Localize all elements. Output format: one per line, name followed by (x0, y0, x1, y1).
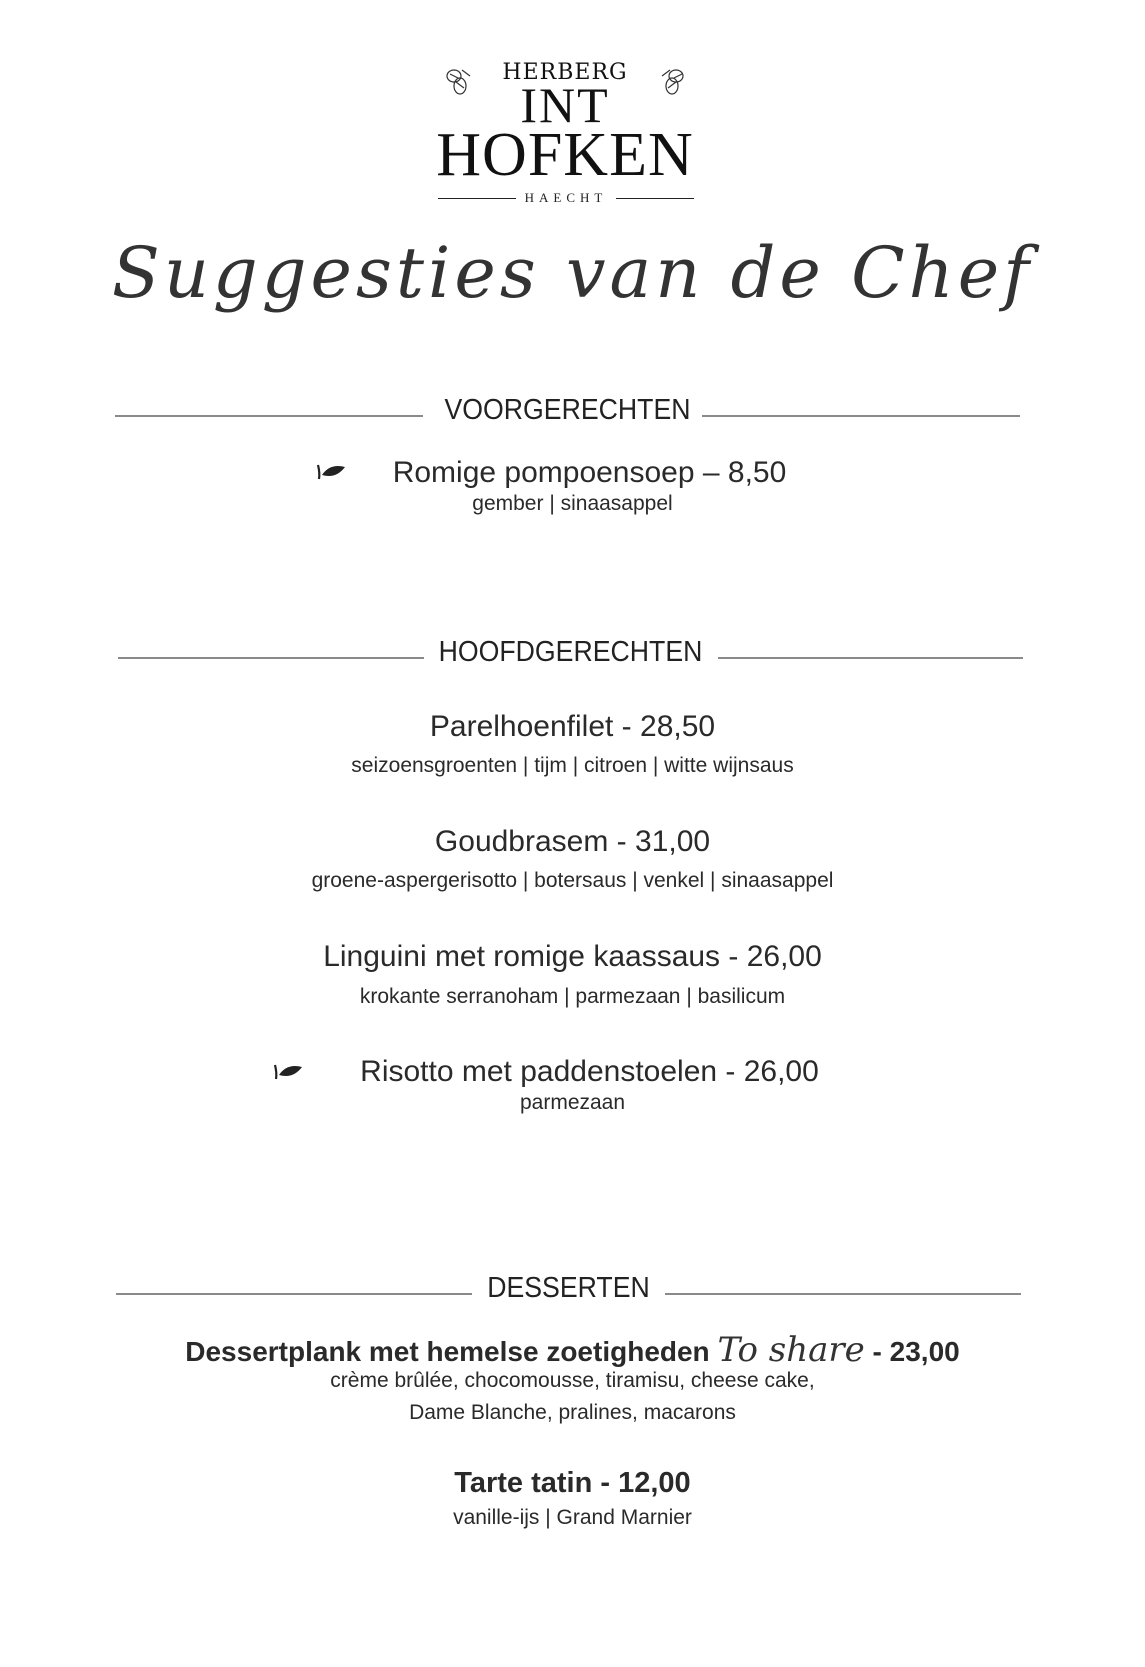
dish-description: parmezaan (519, 1091, 626, 1114)
dish-description: groene-aspergerisotto | botersaus | venkel | sinaasappel (311, 869, 834, 892)
logo-int: INT (520, 77, 610, 133)
dish-description: seizoensgroenten | tijm | citroen | witte wijnsaus (351, 754, 794, 777)
dish-description: krokante serranoham | parmezaan | basilicum (359, 985, 786, 1008)
dish-name: Goudbrasem - 31,00 (434, 825, 711, 858)
dish-name: Romige pompoensoep – 8,50 (392, 456, 787, 489)
logo-haecht: HAECHT (524, 190, 608, 205)
logo-herberg: HERBERG (502, 60, 628, 85)
restaurant-logo (420, 58, 710, 208)
page-title: Suggesties van de Chef (111, 232, 1034, 314)
logo-haecht-row (438, 190, 694, 206)
dish-name: Risotto met paddenstoelen - 26,00 (360, 1055, 819, 1088)
dessert-item-title (0, 1330, 1145, 1370)
dish-description: vanille-ijs | Grand Marnier (453, 1506, 692, 1529)
logo-hofken: HOFKEN (436, 121, 694, 189)
dish-description: crème brûlée, chocomousse, tiramisu, cheese cake, (330, 1369, 815, 1392)
dish-name: Linguini met romige kaassaus - 26,00 (323, 940, 822, 973)
dish-name: Parelhoenfilet - 28,50 (429, 710, 716, 743)
section-header-starters (115, 394, 1020, 434)
section-header-desserts (116, 1272, 1021, 1312)
section-header-mains (118, 636, 1023, 676)
section-title: DESSERTEN (487, 1272, 650, 1304)
dish-description: Dame Blanche, pralines, macarons (409, 1401, 736, 1424)
dish-description: gember | sinaasappel (472, 492, 673, 515)
dish-name: Tarte tatin - 12,00 (454, 1467, 691, 1499)
to-share-note: To share (717, 1330, 865, 1370)
dish-name: Dessertplank met hemelse zoetigheden (185, 1336, 710, 1367)
section-title: VOORGERECHTEN (444, 394, 691, 426)
section-title: HOOFDGERECHTEN (438, 636, 703, 668)
dish-price: - 23,00 (872, 1336, 960, 1367)
